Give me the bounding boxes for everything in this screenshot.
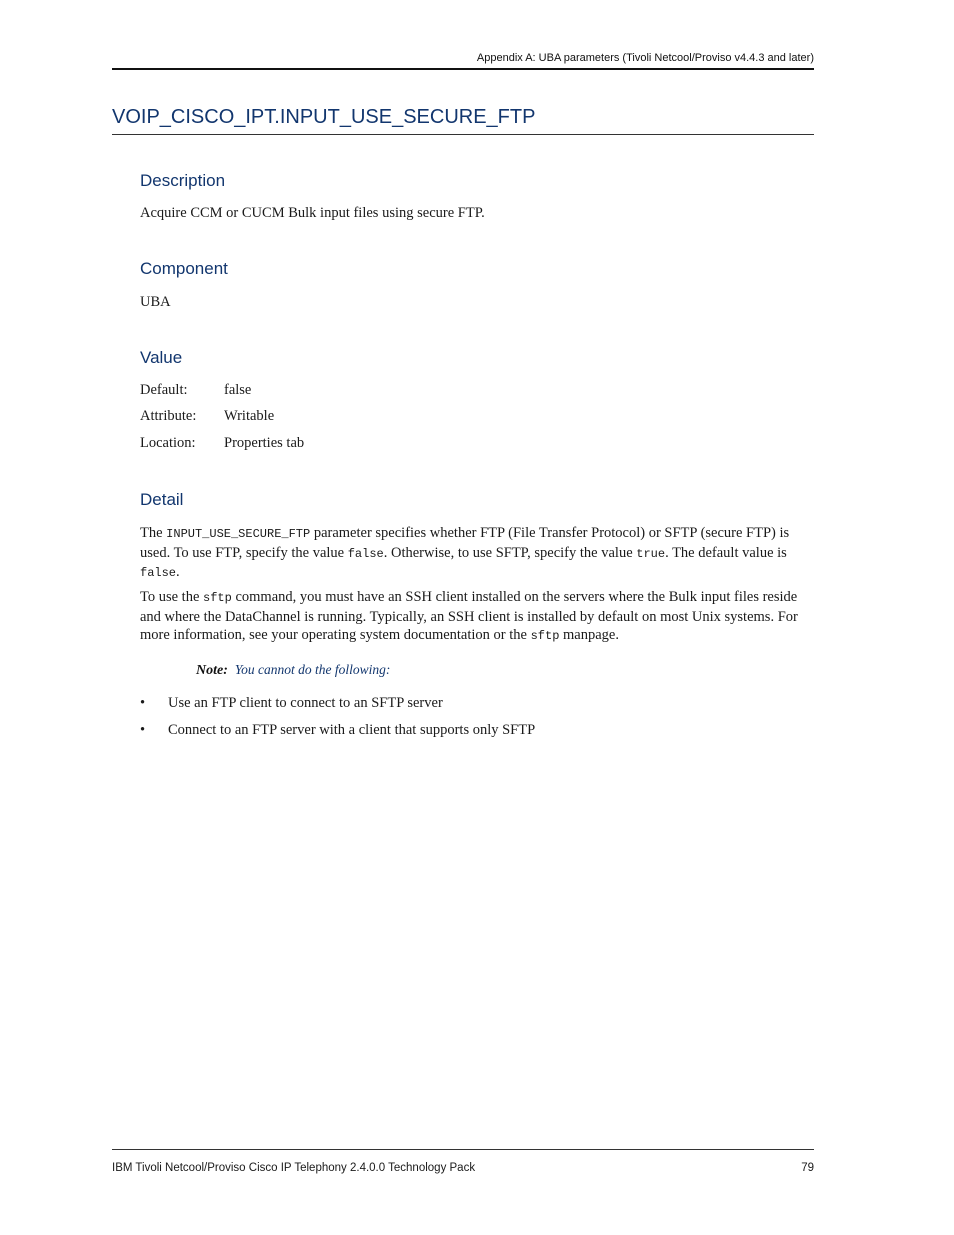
page-number: 79 [801,1162,814,1174]
code-parameter-name: INPUT_USE_SECURE_FTP [166,527,311,541]
page-title: VOIP_CISCO_IPT.INPUT_USE_SECURE_FTP [112,106,536,128]
detail-heading: Detail [140,490,184,509]
detail-paragraph-1: The INPUT_USE_SECURE_FTP parameter specifies whether FTP (File Transfer Protocol) or SFTP (secure FTP) is used. To use FTP, specify the value false. Otherwise, to use SFTP, specify the value true. The default value is false. [140,525,790,580]
component-heading: Component [140,259,228,278]
default-value: false [224,382,252,398]
code-sftp-manpage: sftp [530,629,560,643]
description-text: Acquire CCM or CUCM Bulk input files using secure FTP. [140,205,485,221]
description-heading: Description [140,171,226,190]
detail-paragraph-2: To use the sftp command, you must have an SSH client installed on the servers where the Bulk input files reside and where the DataChannel is running. Typically, an SSH client is installed by default on most Unix systems. For more information, see your operating system documentation or the sftp manpage. [140,589,798,643]
location-label: Location: [140,435,196,451]
note-text: You cannot do the following: [234,662,391,677]
title-rule [112,134,814,135]
attribute-value: Writable [224,408,275,424]
component-text: UBA [140,294,171,310]
running-header: Appendix A: UBA parameters (Tivoli Netcool/Proviso v4.4.3 and later) [476,52,814,64]
bullet-icon: • [140,695,146,711]
code-false-default: false [140,566,177,580]
bullet-icon: • [140,722,146,738]
default-label: Default: [140,382,188,398]
note [196,662,390,679]
code-false: false [347,546,384,561]
value-heading: Value [140,348,183,367]
footer-title: IBM Tivoli Netcool/Proviso Cisco IP Telephony 2.4.0.0 Technology Pack [112,1162,476,1174]
note-label: Note: [196,663,228,678]
location-value: Properties tab [224,435,305,451]
header-rule [112,68,814,70]
code-true: true [636,546,666,561]
attribute-label: Attribute: [140,408,197,424]
code-sftp: sftp [203,591,232,605]
footer-rule [112,1149,814,1150]
